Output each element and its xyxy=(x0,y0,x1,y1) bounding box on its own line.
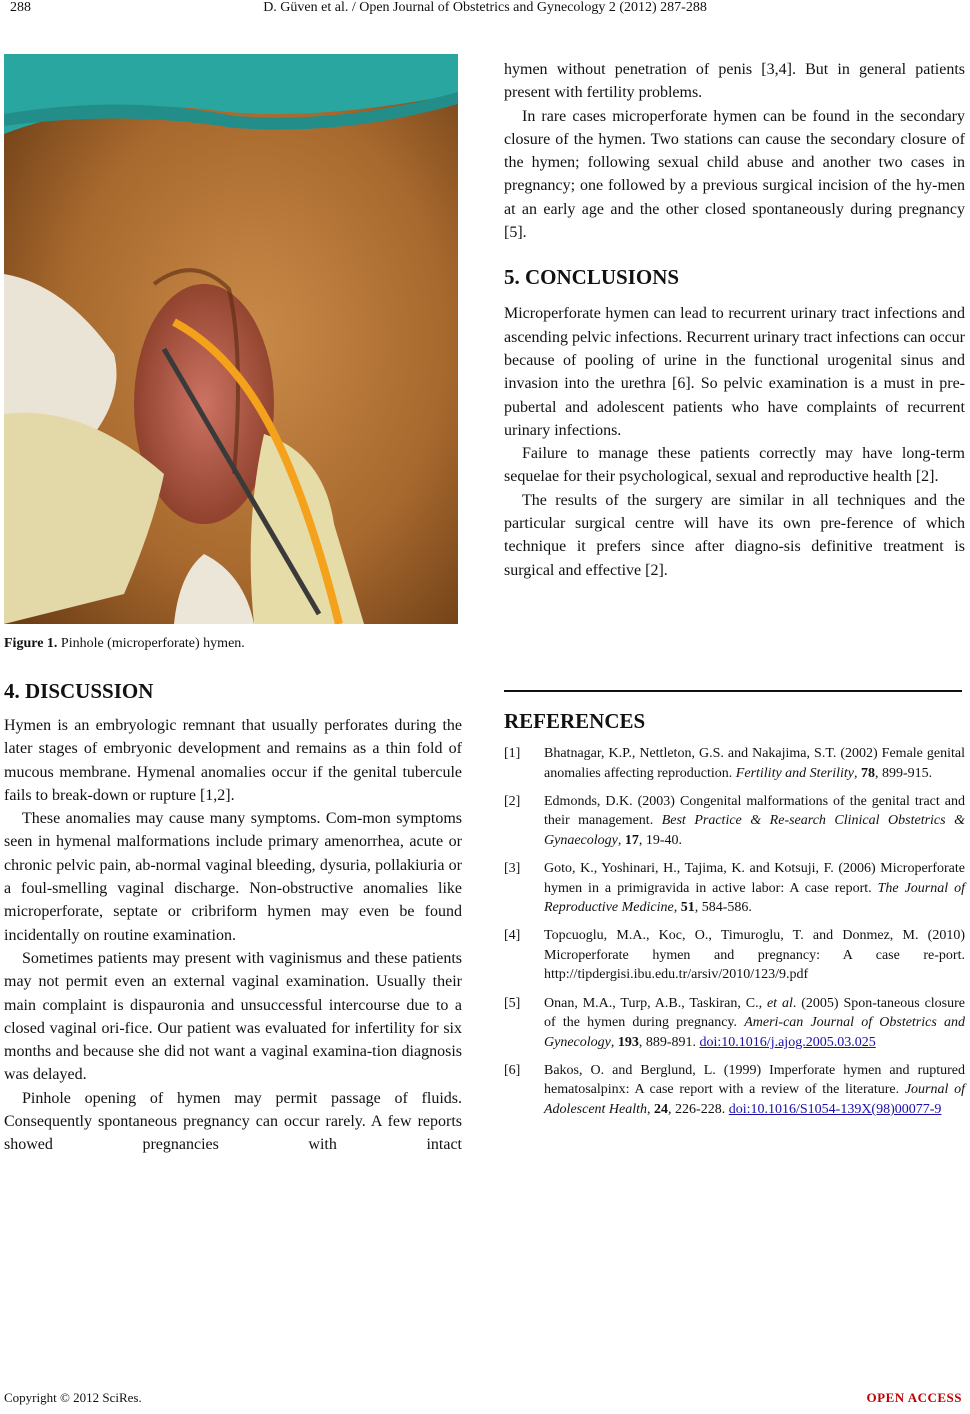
reference-text: Goto, K., Yoshinari, H., Tajima, K. and Kotsuji, F. (2006) Microperforate hymen in a primigravida in active labor: A case report. xyxy=(544,860,965,896)
conclusions-heading: 5. CONCLUSIONS xyxy=(504,265,680,290)
discussion-paragraph: These anomalies may cause many symptoms. Com-mon symptoms seen in hymenal malformations include primary amenorrhea, acute or chronic pelvic pain, ab-normal vaginal bleeding, dysuria, pollakiuria or a foul-smelling vaginal discharge. Non-obstructive anomalies like microperforate, septate or cribriform hymen may even be found incidentally on routine examination. xyxy=(4,810,462,944)
reference-number: [6] xyxy=(504,1062,521,1078)
reference-volume: 17 xyxy=(624,832,639,848)
reference-etal: et al xyxy=(766,995,793,1011)
reference-number: [3] xyxy=(504,860,521,876)
references-list xyxy=(504,744,965,1128)
references-heading: REFERENCES xyxy=(504,709,646,733)
reference-volume: 78 xyxy=(861,765,875,781)
copyright-notice: Copyright © 2012 SciRes. xyxy=(4,1390,142,1405)
discussion-continuation: hymen without penetration of penis [3,4]. But in general patients present with fertility problems. xyxy=(504,61,965,102)
clinical-photo xyxy=(4,54,458,624)
reference-pages: , 584-586. xyxy=(694,900,752,916)
discussion-paragraph: Sometimes patients may present with vaginismus and these patients may not permit even an external vaginal examination. Usually their main complaint is dispauronia and unsuccessful intercourse due to a closed vaginal ori-fice. Our patient was evaluated for infertility for six months and because she did not want a vaginal examina-tion diagnosis was delayed. xyxy=(4,949,462,1084)
reference-separator: , xyxy=(854,765,861,781)
reference-number: [5] xyxy=(504,995,521,1011)
figure-label: Figure 1. xyxy=(4,636,58,651)
discussion-paragraph: Pinhole opening of hymen may permit passage of fluids. Consequently spontaneous pregnancy can occur rarely. A few reports showed pregnancies with intact xyxy=(4,1089,462,1154)
running-head-text: D. Güven et al. / Open Journal of Obstetrics and Gynecology 2 (2012) 287-288 xyxy=(263,0,707,15)
doi-link[interactable]: doi:10.1016/S1054-139X(98)00077-9 xyxy=(728,1102,942,1117)
reference-separator: , xyxy=(617,832,625,848)
reference-separator: , xyxy=(647,1102,655,1117)
reference-separator: , xyxy=(673,900,681,916)
figure-1-image xyxy=(4,54,458,624)
reference-number: [2] xyxy=(504,793,521,809)
reference-text: Onan, M.A., Turp, A.B., Taskiran, C., xyxy=(544,995,767,1011)
figure-caption xyxy=(4,636,245,652)
reference-item xyxy=(504,994,965,1053)
reference-volume: 51 xyxy=(680,900,695,916)
reference-item xyxy=(504,859,965,918)
conclusions-paragraph: The results of the surgery are similar in all techniques and the particular surgical centre will have its own pre-ference of which technique it prefers since after diagno-sis definitive treatment is surgical and effective [2]. xyxy=(504,491,965,579)
reference-number: [4] xyxy=(504,928,521,944)
reference-text: Bakos, O. and Berglund, L. (1999) Imperforate hymen and ruptured hematosalpinx: A case report with a review of the literature. xyxy=(544,1062,965,1098)
reference-journal: Fertility and Sterility xyxy=(735,765,854,781)
reference-item xyxy=(504,926,965,985)
reference-volume: 193 xyxy=(617,1034,639,1050)
reference-journal: The Journal of Reproductive Medicine xyxy=(544,880,965,916)
references-divider xyxy=(504,690,962,692)
open-access-badge: OPEN ACCESS xyxy=(866,1390,962,1405)
reference-number: [1] xyxy=(504,746,521,761)
running-head xyxy=(0,0,970,16)
reference-separator: , xyxy=(610,1034,618,1050)
reference-pages: , 19-40. xyxy=(638,832,683,848)
reference-pages: , 889-891. xyxy=(638,1034,700,1050)
reference-item xyxy=(504,744,965,783)
discussion-section xyxy=(4,678,462,1157)
reference-pages: , 226-228. xyxy=(668,1102,729,1117)
reference-item xyxy=(504,1061,965,1120)
reference-volume: 24 xyxy=(654,1102,669,1117)
page-number: 288 xyxy=(10,0,31,15)
figure-caption-text: Pinhole (microperforate) hymen. xyxy=(57,636,245,651)
discussion-paragraph: In rare cases microperforate hymen can be found in the secondary closure of the hymen. Two stations can cause the secondary closure of the hymen; following sexual child abuse and another two cases in pregnancy; one followed by a previous surgical incision of the hy-men at an early age and the other closed spontaneously during pregnancy [5]. xyxy=(504,107,965,242)
doi-link[interactable]: doi:10.1016/j.ajog.2005.03.025 xyxy=(699,1034,876,1050)
reference-text: Bhatnagar, K.P., Nettleton, G.S. and Nakajima, S.T. (2002) Female genital anomalies affecting reproduction. xyxy=(544,746,965,781)
reference-text: . (2005) Spon-taneous closure of the hymen during pregnancy. xyxy=(544,995,965,1031)
conclusions-paragraph: Failure to manage these patients correctly may have long-term sequelae for their psychological, sexual and reproductive health [2]. xyxy=(504,445,965,486)
reference-journal: Best Practice & Re-search Clinical Obstetrics & Gynaecology xyxy=(544,813,965,848)
reference-text: Edmonds, D.K. (2003) Congenital malformations of the genital tract and their management. xyxy=(544,793,965,829)
reference-item xyxy=(504,792,965,851)
reference-pages: , 899-915. xyxy=(875,765,933,781)
reference-journal: Journal of Adolescent Health xyxy=(544,1082,965,1117)
discussion-paragraph: Hymen is an embryologic remnant that usually perforates during the later stages of embryonic development and remains as a thin fold of mucous membrane. Hymenal anomalies occur if the genital tubercule fails to break-down or rupture [1,2]. xyxy=(4,717,462,804)
conclusions-paragraph: Microperforate hymen can lead to recurrent urinary tract infections and ascending pelvic infections. Recurrent urinary tract infections can occur because of pooling of urine in the functional urogenital sinus and invasion into the urethra [6]. So pelvic examination is a must in pre-pubertal and adolescent patients who have complaints of recurrent urinary infections. xyxy=(504,305,965,439)
reference-journal: Ameri-can Journal of Obstetrics and Gynecology xyxy=(544,1015,965,1050)
discussion-heading: 4. DISCUSSION xyxy=(4,679,154,703)
reference-text: Topcuoglu, M.A., Koc, O., Timuroglu, T. and Donmez, M. (2010) Microperforate hymen and pregnancy: A case re-port. http://tipdergisi.ibu.edu.tr/arsiv/2010/123/9.pdf xyxy=(544,928,965,983)
right-column xyxy=(504,58,965,582)
